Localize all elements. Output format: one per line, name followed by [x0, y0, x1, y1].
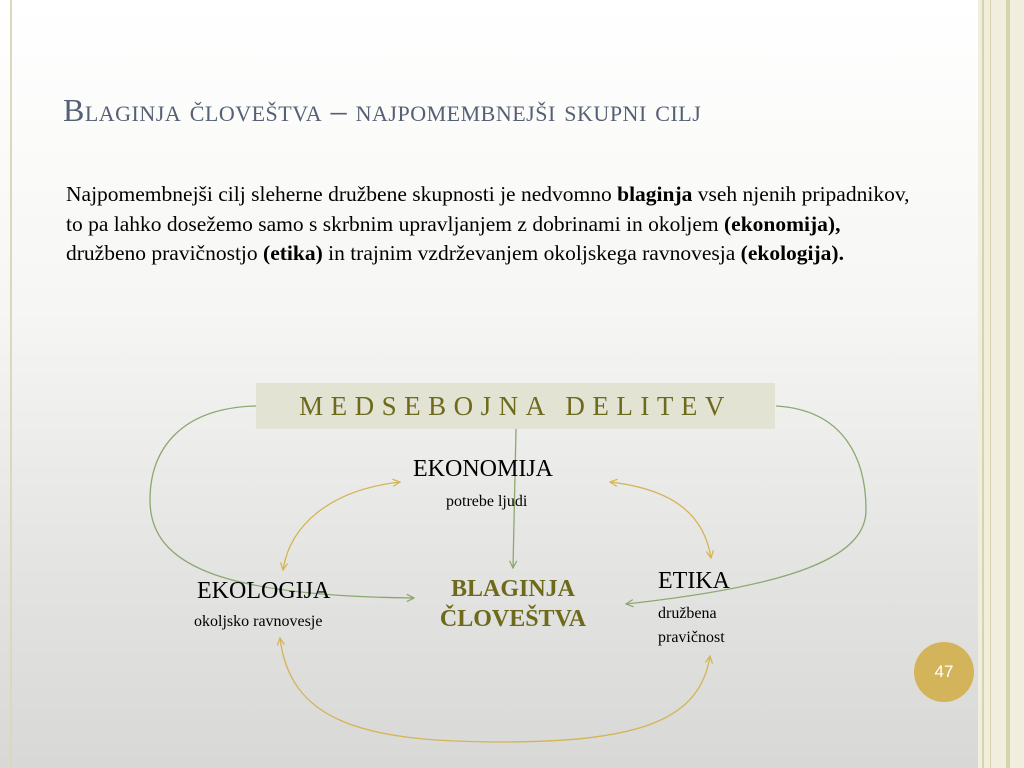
- body-bold-term: (ekonomija),: [724, 211, 841, 236]
- body-bold-term: (etika): [263, 241, 323, 265]
- wellbeing-line1: BLAGINJA: [450, 576, 576, 602]
- mutual-sharing-banner: MEDSEBOJNA DELITEV: [256, 383, 775, 429]
- body-text-segment: vseh njenih pripadnikov, to pa lahko dosežemo samo s skrbnim upravljanjem z dobrinami in okoljem: [66, 182, 910, 236]
- page-number-badge: 47: [914, 642, 974, 702]
- ethics-title: ETIKA: [658, 568, 730, 594]
- economy-ecology-arrow: [283, 482, 400, 570]
- body-text-segment: Najpomembnejši cilj sleherne družbene skupnosti je nedvomno: [66, 182, 618, 206]
- body-bold-term: (ekologija).: [740, 241, 844, 265]
- ecology-subtitle: okoljsko ravnovesje: [194, 613, 323, 630]
- sharing-left-arrow: [150, 406, 414, 598]
- ethics-subtitle-line1: družbena: [658, 605, 717, 622]
- economy-subtitle: potrebe ljudi: [446, 493, 528, 510]
- slide-title: Blaginja človeštva – najpomembnejši skupni cilj: [63, 92, 702, 128]
- economy-title: EKONOMIJA: [413, 456, 553, 482]
- wellbeing-center-label: [426, 574, 600, 634]
- wellbeing-line2: ČLOVEŠTVA: [439, 606, 587, 632]
- body-bold-term: blaginja: [617, 182, 693, 206]
- ethics-subtitle-line2: pravičnost: [658, 629, 725, 646]
- economy-ethics-arrow: [610, 482, 711, 558]
- body-text-segment: družbeno pravičnostjo: [66, 241, 264, 265]
- ecology-ethics-arrow: [280, 638, 710, 742]
- body-text-segment: in trajnim vzdrževanjem okoljskega ravnovesja: [322, 241, 741, 265]
- ecology-title: EKOLOGIJA: [197, 578, 331, 604]
